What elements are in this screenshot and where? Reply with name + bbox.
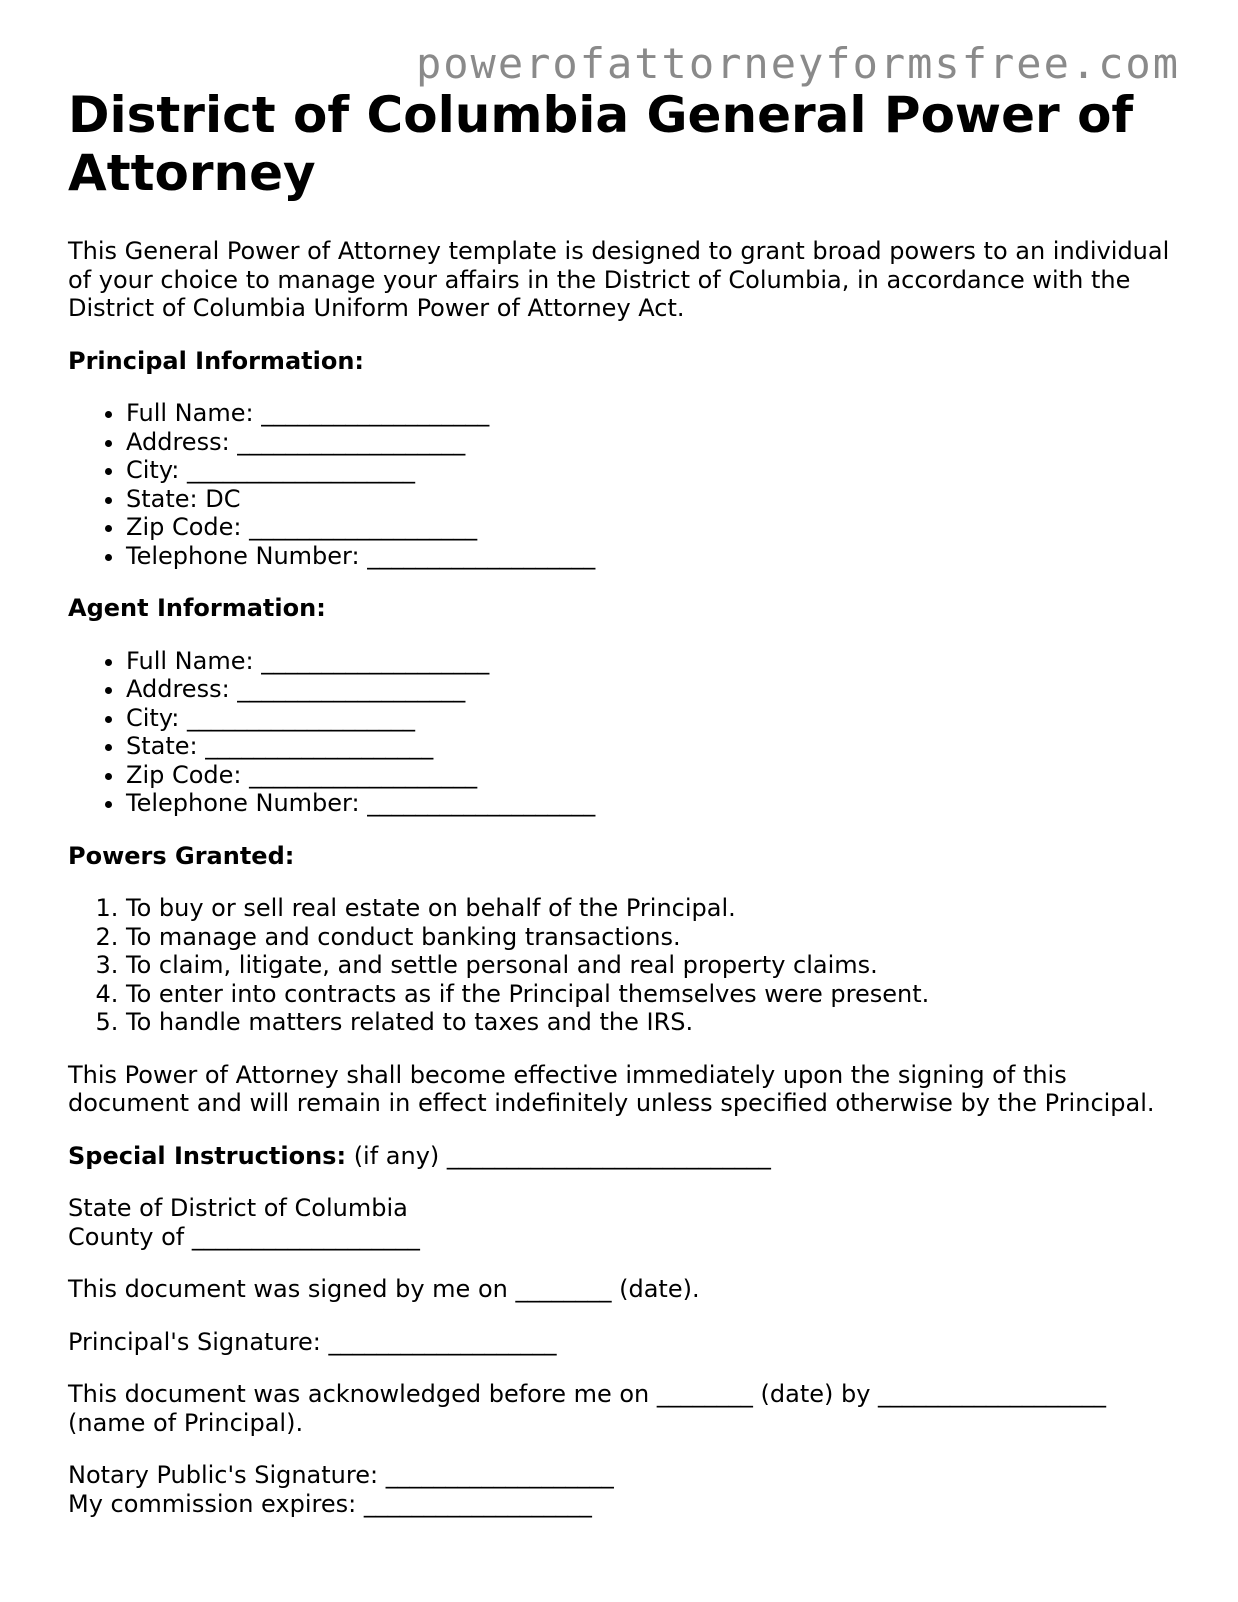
agent-phone-field: • Telephone Number: ___________________ [126,789,1178,818]
agent-heading: Agent Information: [68,594,326,622]
effective-paragraph: This Power of Attorney shall become effective immediately upon the signing of this document and will remain in effect indefinitely unless specified otherwise by the Principal. [68,1060,1155,1117]
agent-state-field: • State: ___________________ [126,732,1178,761]
power-item: 3. To claim, litigate, and settle personal and real property claims. [126,951,1178,980]
power-item: 5. To handle matters related to taxes and the IRS. [126,1008,1178,1037]
powers-heading: Powers Granted: [68,841,295,870]
power-item: 2. To manage and conduct banking transactions. [126,923,1178,952]
acknowledgment-line: This document was acknowledged before me on ________ (date) by ___________________ (name of Principal). [68,1380,1107,1437]
agent-fields-list [68,647,1178,818]
principal-address-field: • Address: ___________________ [126,428,1178,457]
principal-city-field: • City: ___________________ [126,456,1178,485]
agent-city-field: • City: ___________________ [126,704,1178,733]
principal-signature-line: Principal's Signature: ___________________ [68,1327,557,1356]
agent-zip-field: • Zip Code: ___________________ [126,761,1178,790]
state-line: State of District of Columbia [68,1194,408,1222]
principal-fields-list [68,399,1178,570]
signed-date-line: This document was signed by me on ________ (date). [68,1275,700,1303]
principal-heading: Principal Information: [68,346,365,375]
document [68,86,1178,1518]
powers-list [68,894,1178,1037]
commission-expires-line: My commission expires: ___________________ [68,1489,592,1518]
principal-phone-field: • Telephone Number: ___________________ [126,542,1178,571]
special-instructions-blank: (if any) ___________________________ [346,1141,771,1170]
notary-signature-line: Notary Public's Signature: ___________________ [68,1461,614,1489]
power-item: 1. To buy or sell real estate on behalf of the Principal. [126,894,1178,923]
principal-state-field: • State: DC [126,485,1178,514]
county-line: County of ___________________ [68,1222,420,1251]
special-instructions-line [68,1142,1178,1171]
watermark: powerofattorneyformsfree.com [415,39,1180,88]
power-item: 4. To enter into contracts as if the Principal themselves were present. [126,980,1178,1009]
principal-full-name-field: • Full Name: ___________________ [126,399,1178,428]
document-title: District of Columbia General Power of Attorney [68,86,1134,202]
principal-zip-field: • Zip Code: ___________________ [126,513,1178,542]
intro-paragraph: This General Power of Attorney template is designed to grant broad powers to an individual of your choice to manage your affairs in the District of Columbia, in accordance with the District of Columbia Uniform Power of Attorney Act. [68,237,1170,322]
agent-address-field: • Address: ___________________ [126,675,1178,704]
agent-full-name-field: • Full Name: ___________________ [126,647,1178,676]
special-instructions-label: Special Instructions: [68,1141,347,1170]
